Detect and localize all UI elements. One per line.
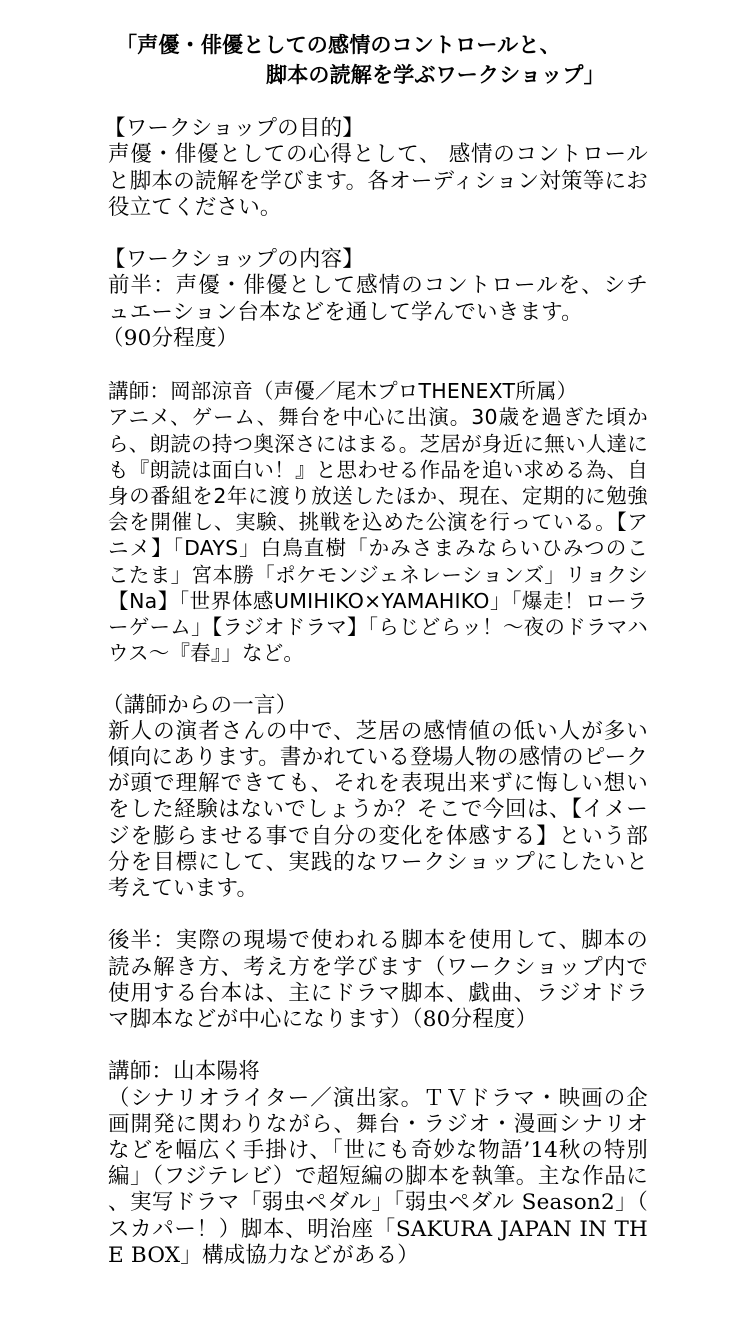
spacer (108, 90, 648, 116)
content-heading: 【ワークショップの内容】 (104, 247, 364, 273)
instructor-1-bio: アニメ、ゲーム、舞台を中心に出演。30歳を過ぎた頃から、朗読の持つ奥深さにはまる。芝居が身近に無い人達にも『朗読は面白い！』と思わせる作品を追い求める為、自身の番組を2年に渡り放送したほか、現在、定期的に勉強会を開催し、実験、挑戦を込めた公演を行っている。【アニメ】「DAYS」白鳥直樹「かみさまみならいひみつのここたま」宮本勝「ポケモンジェネレーションズ」リョクシ【Na】「世界体感UMIHIKO×YAMAHIKO」「爆走！ローラーゲーム」【ラジオドラマ】「らじどらッ！〜夜のドラマハウス〜『春』」など。 (108, 405, 648, 666)
second-half-body: 後半：実際の現場で使われる脚本を使用して、脚本の読み解き方、考え方を学びます（ワークショップ内で使用する台本は、主にドラマ脚本、戯曲、ラジオドラマ脚本などが中心になります）（80分程度） (108, 928, 648, 1033)
instructor-2-section (108, 1059, 648, 1269)
instructor-1-label: 講師：岡部涼音（声優／尾木プロTHENEXT所属） (108, 379, 578, 404)
second-half-section (108, 928, 648, 1033)
spacer (108, 902, 648, 928)
spacer (108, 1033, 648, 1059)
first-half-body: 前半：声優・俳優として感情のコントロールを、シチュエーション台本などを通して学んでいきます。 (108, 273, 648, 325)
title-line-2: 脚本の読解を学ぶワークショップ」 (266, 62, 605, 87)
document-body (102, 30, 648, 1269)
spacer (108, 352, 648, 378)
message-body: 新人の演者さんの中で、芝居の感情値の低い人が多い傾向にあります。書かれている登場人物の感情のピークが頭で理解できても、それを表現出来ずに悔しい想いをした経験はないでしょうか？そこで今回は、【イメージを膨らませる事で自分の変化を体感する】という部分を目標にして、実践的なワークショップにしたいと考えています。 (108, 718, 648, 902)
spacer (108, 221, 648, 247)
first-half-duration: （90分程度） (102, 325, 239, 351)
message-heading: （講師からの一言） (102, 692, 298, 718)
purpose-section (104, 116, 648, 221)
instructor-2-bio: （シナリオライター／演出家。ＴＶドラマ・映画の企画開発に関わりながら、舞台・ラジオ・漫画シナリオなどを幅広く手掛け、「世にも奇妙な物語’14秋の特別編」（フジテレビ）で超短編の脚本を執筆。主な作品に、実写ドラマ「弱虫ペダル」「弱虫ペダル Season2」（スカパー！）脚本、明治座「SAKURA JAPAN IN THE BOX」構成協力などがある） (108, 1085, 648, 1268)
purpose-body: 声優・俳優としての心得として、 感情のコントロールと脚本の読解を学びます。各オーディション対策等にお役立てください。 (108, 142, 648, 220)
content-section (102, 247, 648, 352)
purpose-heading: 【ワークショップの目的】 (104, 116, 364, 142)
document-title (108, 30, 648, 90)
instructor-2-label: 講師：山本陽将 (108, 1059, 260, 1085)
spacer (108, 666, 648, 692)
title-line-1: 「声優・俳優としての感情のコントロールと、 (116, 32, 561, 57)
instructor-1-section (108, 378, 648, 666)
message-section (102, 692, 648, 903)
